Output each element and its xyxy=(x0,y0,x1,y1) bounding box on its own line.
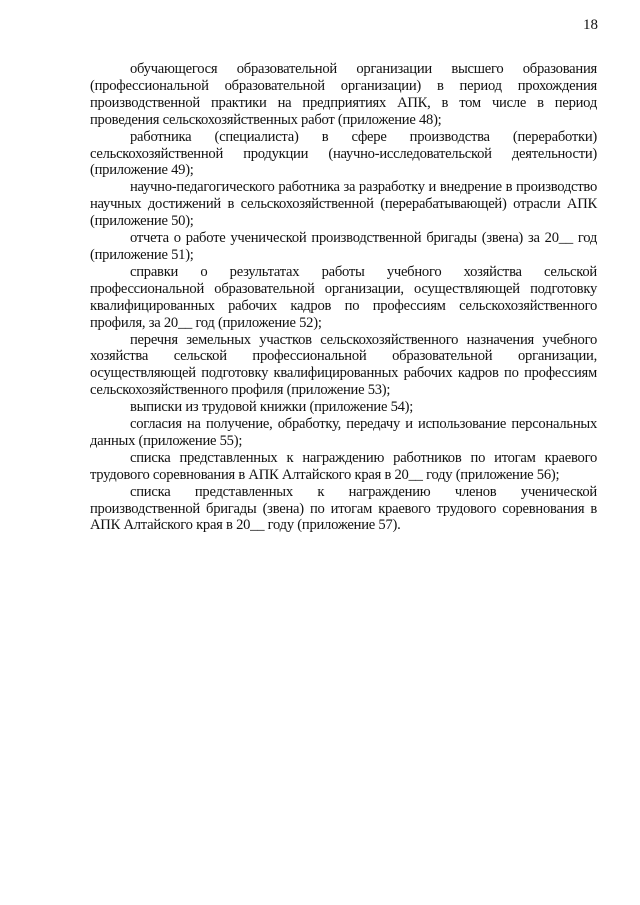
list-item: научно-педагогического работника за разработку и внедрение в производство научных достижений в сельскохозяйственной (перерабатывающей) отрасли АПК (приложение 50); xyxy=(90,179,597,230)
list-item: обучающегося образовательной организации высшего образования (профессиональной образовательной организации) в период прохождения производственной практики на предприятиях АПК, в том числе в период проведения сельскохозяйственных работ (приложение 48); xyxy=(90,61,597,128)
list-item: работника (специалиста) в сфере производства (переработки) сельскохозяйственной продукции (научно-исследовательской деятельности) (приложение 49); xyxy=(90,128,597,179)
page-number: 18 xyxy=(583,17,598,33)
list-item: списка представленных к награждению работников по итогам краевого трудового соревнования в АПК Алтайского края в 20__ году (приложение 56); xyxy=(90,449,597,483)
list-item: справки о результатах работы учебного хозяйства сельской профессиональной образовательной организации, осуществляющей подготовку квалифицированных рабочих кадров по профессиям сельскохозяйственного профиля, за 20__ год (приложение 52); xyxy=(90,263,597,331)
document-body xyxy=(90,61,597,534)
list-item: списка представленных к награждению членов ученической производственной бригады (звена) по итогам краевого трудового соревнования в АПК Алтайского края в 20__ году (приложение 57). xyxy=(90,483,597,534)
list-item: выписки из трудовой книжки (приложение 54); xyxy=(130,399,414,416)
list-item: согласия на получение, обработку, передачу и использование персональных данных (приложение 55); xyxy=(90,416,597,449)
list-item: перечня земельных участков сельскохозяйственного назначения учебного хозяйства сельской профессиональной образовательной организации, осуществляющей подготовку квалифицированных рабочих кадров по профессиям сельскохозяйственного профиля (приложение 53); xyxy=(90,331,597,399)
list-item: отчета о работе ученической производственной бригады (звена) за 20__ год (приложение 51); xyxy=(90,230,597,263)
